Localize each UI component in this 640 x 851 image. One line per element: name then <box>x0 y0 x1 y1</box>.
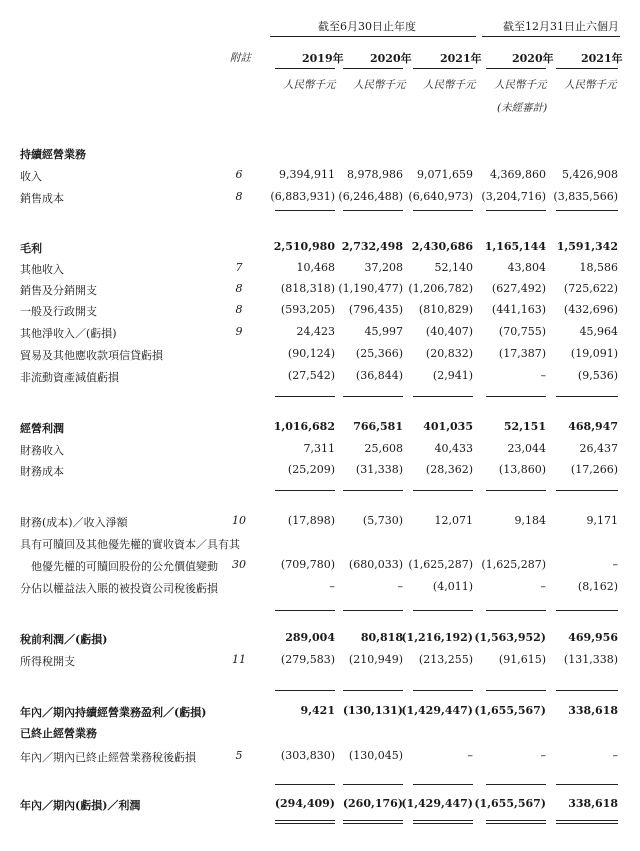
unit-label-3: 人民幣千元 <box>423 79 476 91</box>
value-cell: (3,835,566) <box>553 190 618 203</box>
year-rule-2 <box>343 68 403 69</box>
value-cell: – <box>540 369 546 382</box>
value-cell: – <box>540 580 546 593</box>
value-cell: (796,435) <box>348 303 403 316</box>
value-cell: (6,883,931) <box>270 190 335 203</box>
table-row <box>0 463 640 481</box>
value-cell: 9,171 <box>586 514 618 527</box>
subtotal-line <box>343 210 403 211</box>
value-cell: (31,338) <box>355 463 403 476</box>
row-label: 他優先權的可贖回股份的公允價值變動 <box>20 560 218 573</box>
value-cell: (28,362) <box>425 463 473 476</box>
value-cell: (40,407) <box>425 325 473 338</box>
value-cell: (1,655,567) <box>474 797 546 810</box>
table-row <box>0 536 640 554</box>
value-cell: (4,011) <box>432 580 473 593</box>
row-label: 財務(成本)／收入淨額 <box>20 516 128 529</box>
value-cell: (90,124) <box>287 347 335 360</box>
row-label: 財務成本 <box>20 465 64 478</box>
year-rule-5 <box>556 68 618 69</box>
table-row <box>0 797 640 815</box>
value-cell: (20,832) <box>425 347 473 360</box>
value-cell: 23,044 <box>507 442 546 455</box>
value-cell: (441,163) <box>491 303 546 316</box>
value-cell: (25,209) <box>287 463 335 476</box>
value-cell: (593,205) <box>280 303 335 316</box>
group-header-six-months: 截至12月31日止六個月 <box>503 20 619 33</box>
subtotal-line <box>275 490 335 491</box>
unit-label-5: 人民幣千元 <box>564 79 617 91</box>
unit-label-2: 人民幣千元 <box>353 79 406 91</box>
table-row <box>0 303 640 321</box>
value-cell: (709,780) <box>280 558 335 571</box>
value-cell: (810,829) <box>418 303 473 316</box>
value-cell: 9,184 <box>514 514 546 527</box>
value-cell: 25,608 <box>364 442 403 455</box>
value-cell: – <box>467 749 473 762</box>
subtotal-line <box>413 610 473 611</box>
row-label: 銷售成本 <box>20 192 64 205</box>
total-double-underline <box>413 820 473 824</box>
row-label: 經營利潤 <box>20 422 64 435</box>
subtotal-line <box>556 610 618 611</box>
subtotal-line <box>486 210 546 211</box>
value-cell: (680,033) <box>348 558 403 571</box>
row-label: 具有可贖回及其他優先權的實收資本／具有其 <box>20 538 240 551</box>
value-cell: (3,204,716) <box>481 190 546 203</box>
row-note-ref: 8 <box>235 190 243 203</box>
value-cell: 24,423 <box>296 325 335 338</box>
subtotal-line <box>343 784 403 785</box>
value-cell: 2,430,686 <box>411 240 473 253</box>
unaudited-label: (未經審計) <box>497 102 548 114</box>
value-cell: 52,151 <box>503 420 546 433</box>
value-cell: (9,536) <box>577 369 618 382</box>
row-note-ref: 9 <box>235 325 243 338</box>
total-double-underline <box>275 820 335 824</box>
table-row <box>0 325 640 343</box>
value-cell: 40,433 <box>434 442 473 455</box>
value-cell: (17,266) <box>570 463 618 476</box>
value-cell: 468,947 <box>568 420 618 433</box>
year-header-2019: 2019年 <box>302 52 344 65</box>
row-note-ref: 5 <box>235 749 243 762</box>
subtotal-line <box>275 690 335 691</box>
subtotal-line <box>556 396 618 397</box>
value-cell: (1,429,447) <box>401 797 473 810</box>
row-label: 分佔以權益法入賬的被投資公司稅後虧損 <box>20 582 218 595</box>
table-row <box>0 190 640 208</box>
value-cell: (130,131) <box>342 704 403 717</box>
note-column-header: 附註 <box>230 52 251 64</box>
unit-label-4: 人民幣千元 <box>494 79 547 91</box>
table-row <box>0 168 640 186</box>
subtotal-line <box>275 396 335 397</box>
value-cell: – <box>612 749 618 762</box>
value-cell: (2,941) <box>432 369 473 382</box>
value-cell: 401,035 <box>423 420 473 433</box>
row-label: 持續經營業務 <box>20 148 86 161</box>
row-label: 年內／期內(虧損)／利潤 <box>20 799 141 812</box>
value-cell: – <box>397 580 403 593</box>
row-label: 一般及行政開支 <box>20 305 97 318</box>
row-label: 財務收入 <box>20 444 64 457</box>
value-cell: (627,492) <box>491 282 546 295</box>
table-row <box>0 558 640 576</box>
table-row <box>0 369 640 387</box>
row-label: 年內／期內已終止經營業務稅後虧損 <box>20 751 196 764</box>
value-cell: (6,246,488) <box>338 190 403 203</box>
table-row <box>0 631 640 649</box>
value-cell: 338,618 <box>568 704 618 717</box>
value-cell: 45,964 <box>579 325 618 338</box>
year-rule-3 <box>413 68 473 69</box>
value-cell: 37,208 <box>364 261 403 274</box>
subtotal-line <box>486 690 546 691</box>
value-cell: (1,206,782) <box>408 282 473 295</box>
value-cell: (19,091) <box>570 347 618 360</box>
subtotal-line <box>556 210 618 211</box>
value-cell: (13,860) <box>498 463 546 476</box>
value-cell: (432,696) <box>563 303 618 316</box>
row-note-ref: 10 <box>232 514 246 527</box>
value-cell: (25,366) <box>355 347 403 360</box>
value-cell: (8,162) <box>577 580 618 593</box>
table-row <box>0 442 640 460</box>
value-cell: (725,622) <box>563 282 618 295</box>
group-header-year-ended: 截至6月30日止年度 <box>318 20 416 33</box>
row-label: 毛利 <box>20 242 42 255</box>
table-row <box>0 420 640 438</box>
table-row <box>0 240 640 258</box>
row-label: 非流動資產減值虧損 <box>20 371 119 384</box>
row-label: 其他收入 <box>20 263 64 276</box>
value-cell: (279,583) <box>280 653 335 666</box>
total-double-underline <box>486 820 546 824</box>
value-cell: 9,071,659 <box>417 168 473 181</box>
row-note-ref: 7 <box>235 261 243 274</box>
value-cell: 766,581 <box>353 420 403 433</box>
value-cell: 80,818 <box>360 631 403 644</box>
value-cell: 1,016,682 <box>273 420 335 433</box>
value-cell: 52,140 <box>434 261 473 274</box>
subtotal-line <box>556 490 618 491</box>
row-note-ref: 6 <box>235 168 243 181</box>
subtotal-line <box>275 784 335 785</box>
value-cell: – <box>612 558 618 571</box>
subtotal-line <box>275 610 335 611</box>
year-header-2020: 2020年 <box>370 52 412 65</box>
subtotal-line <box>343 490 403 491</box>
row-label: 貿易及其他應收款項信貸虧損 <box>20 349 163 362</box>
value-cell: 26,437 <box>579 442 618 455</box>
row-note-ref: 11 <box>232 653 246 666</box>
value-cell: 4,369,860 <box>490 168 546 181</box>
value-cell: (130,045) <box>348 749 403 762</box>
value-cell: (5,730) <box>362 514 403 527</box>
value-cell: (210,949) <box>348 653 403 666</box>
year-header-2021-h: 2021年 <box>581 52 623 65</box>
subtotal-line <box>486 784 546 785</box>
table-row <box>0 725 640 743</box>
row-note-ref: 30 <box>232 558 246 571</box>
value-cell: (213,255) <box>418 653 473 666</box>
table-row <box>0 282 640 300</box>
row-note-ref: 8 <box>235 303 243 316</box>
total-double-underline <box>556 820 618 824</box>
value-cell: 289,004 <box>285 631 335 644</box>
subtotal-line <box>413 784 473 785</box>
value-cell: (303,830) <box>280 749 335 762</box>
value-cell: (294,409) <box>274 797 335 810</box>
row-label: 收入 <box>20 170 42 183</box>
subtotal-line <box>413 396 473 397</box>
value-cell: 9,421 <box>300 704 335 717</box>
subtotal-line <box>343 396 403 397</box>
year-header-2021: 2021年 <box>440 52 482 65</box>
subtotal-line <box>413 210 473 211</box>
value-cell: 1,591,342 <box>556 240 618 253</box>
subtotal-line <box>413 690 473 691</box>
value-cell: (1,625,287) <box>481 558 546 571</box>
value-cell: (1,190,477) <box>338 282 403 295</box>
subtotal-line <box>486 396 546 397</box>
value-cell: (6,640,973) <box>408 190 473 203</box>
row-label: 稅前利潤／(虧損) <box>20 633 108 646</box>
value-cell: (1,563,952) <box>474 631 546 644</box>
subtotal-line <box>556 690 618 691</box>
value-cell: 7,311 <box>303 442 335 455</box>
value-cell: (131,338) <box>563 653 618 666</box>
value-cell: 5,426,908 <box>562 168 618 181</box>
table-row <box>0 261 640 279</box>
year-header-2020-h: 2020年 <box>512 52 554 65</box>
value-cell: 45,997 <box>364 325 403 338</box>
table-row <box>0 749 640 767</box>
value-cell: 2,510,980 <box>273 240 335 253</box>
subtotal-line <box>556 784 618 785</box>
subtotal-line <box>413 490 473 491</box>
row-label: 其他淨收入／(虧損) <box>20 327 117 340</box>
group-header-rule-2 <box>482 36 620 37</box>
value-cell: 2,732,498 <box>341 240 403 253</box>
value-cell: (17,387) <box>498 347 546 360</box>
value-cell: (818,318) <box>280 282 335 295</box>
table-row <box>0 580 640 598</box>
row-label: 年內／期內持續經營業務盈利／(虧損) <box>20 706 207 719</box>
value-cell: (260,176) <box>342 797 403 810</box>
value-cell: (17,898) <box>287 514 335 527</box>
value-cell: (91,615) <box>498 653 546 666</box>
value-cell: (27,542) <box>287 369 335 382</box>
value-cell: (36,844) <box>355 369 403 382</box>
value-cell: 1,165,144 <box>484 240 546 253</box>
table-row <box>0 653 640 671</box>
value-cell: 12,071 <box>434 514 473 527</box>
row-label: 銷售及分銷開支 <box>20 284 97 297</box>
value-cell: 338,618 <box>568 797 618 810</box>
row-label: 已終止經營業務 <box>20 727 97 740</box>
row-label: 所得稅開支 <box>20 655 75 668</box>
value-cell: (70,755) <box>498 325 546 338</box>
value-cell: 8,978,986 <box>347 168 403 181</box>
value-cell: (1,216,192) <box>401 631 473 644</box>
subtotal-line <box>486 610 546 611</box>
value-cell: 18,586 <box>579 261 618 274</box>
table-row <box>0 146 640 164</box>
unit-label-1: 人民幣千元 <box>283 79 336 91</box>
value-cell: – <box>329 580 335 593</box>
subtotal-line <box>275 210 335 211</box>
value-cell: (1,625,287) <box>408 558 473 571</box>
subtotal-line <box>343 690 403 691</box>
table-row <box>0 347 640 365</box>
subtotal-line <box>343 610 403 611</box>
total-double-underline <box>343 820 403 824</box>
value-cell: 43,804 <box>507 261 546 274</box>
value-cell: 9,394,911 <box>279 168 335 181</box>
value-cell: (1,655,567) <box>474 704 546 717</box>
value-cell: 10,468 <box>296 261 335 274</box>
value-cell: (1,429,447) <box>401 704 473 717</box>
subtotal-line <box>486 490 546 491</box>
year-rule-1 <box>275 68 335 69</box>
value-cell: 469,956 <box>568 631 618 644</box>
table-row <box>0 514 640 532</box>
table-row <box>0 704 640 722</box>
year-rule-4 <box>486 68 546 69</box>
value-cell: – <box>540 749 546 762</box>
row-note-ref: 8 <box>235 282 243 295</box>
group-header-rule-1 <box>270 36 476 37</box>
